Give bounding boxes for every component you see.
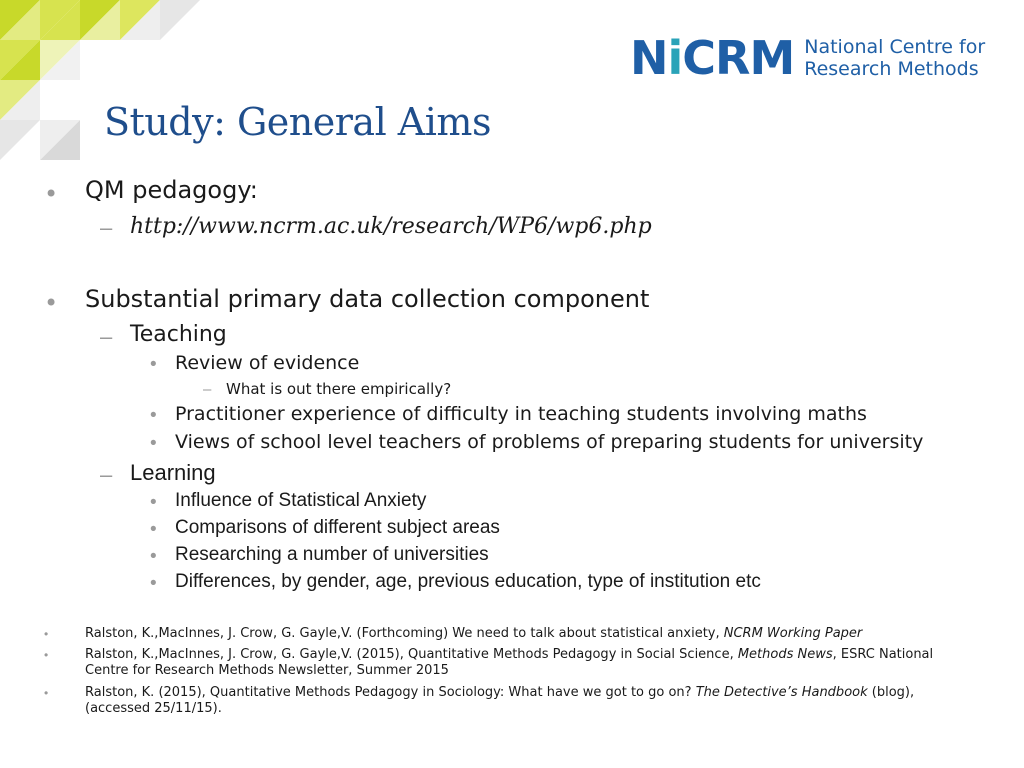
- ncrm-logo-mark: [630, 31, 795, 85]
- reference-source: The Detective’s Handbook: [695, 685, 868, 700]
- logo-line-2: Research Methods: [804, 58, 979, 80]
- logo-mark-n: N: [630, 31, 668, 85]
- learning-item: Researching a number of universities: [175, 544, 489, 565]
- bullet-dot: •: [150, 546, 157, 567]
- bullet-qm-pedagogy: QM pedagogy:: [85, 176, 258, 204]
- learning-item: Differences, by gender, age, previous education, type of institution etc: [175, 571, 761, 592]
- reference-text: Ralston, K.,MacInnes, J. Crow, G. Gayle,V. (Forthcoming) We need to talk about statistical anxiety,: [85, 626, 724, 641]
- learning-item: Influence of Statistical Anxiety: [175, 490, 427, 511]
- corner-decoration: [0, 0, 200, 170]
- reference-text: , ESRC National Centre for Research Methods Newsletter, Summer 2015: [85, 647, 934, 678]
- bullet-dot: •: [150, 433, 157, 454]
- logo-mark-i: i: [667, 31, 683, 85]
- bullet-dash: –: [100, 324, 113, 349]
- reference-item: [85, 647, 965, 679]
- reference-text: (blog), (accessed 25/11/15).: [85, 685, 915, 716]
- bullet-dash: –: [100, 462, 113, 487]
- reference-source: Methods News: [737, 647, 833, 662]
- reference-source: NCRM Working Paper: [723, 626, 863, 641]
- reference-text: Ralston, K. (2015), Quantitative Methods Pedagogy in Sociology: What have we got to go on?: [85, 685, 696, 700]
- teaching-item: Practitioner experience of difficulty in teaching students involving maths: [175, 403, 867, 425]
- bullet-dot: •: [44, 180, 59, 208]
- slide-title: Study: General Aims: [104, 100, 491, 144]
- bullet-dot: •: [44, 686, 49, 700]
- bullet-dash: –: [203, 381, 212, 398]
- bullet-dot: •: [150, 519, 157, 540]
- learning-heading: Learning: [130, 460, 216, 485]
- ncrm-logo: [630, 31, 986, 85]
- logo-mark-crm: CRM: [682, 31, 795, 85]
- logo-line-1: National Centre for: [804, 36, 986, 58]
- bullet-dot: •: [150, 354, 157, 375]
- bullet-data-collection: Substantial primary data collection component: [85, 285, 650, 313]
- reference-text: Ralston, K.,MacInnes, J. Crow, G. Gayle,V. (2015), Quantitative Methods Pedagogy in Social Science,: [85, 647, 738, 662]
- teaching-heading: Teaching: [130, 322, 227, 347]
- reference-item: [85, 626, 965, 642]
- teaching-subitem: What is out there empirically?: [226, 380, 452, 398]
- bullet-dot: •: [150, 492, 157, 513]
- ncrm-logo-text: [804, 36, 985, 80]
- wp6-link[interactable]: http://www.ncrm.ac.uk/research/WP6/wp6.php: [130, 214, 652, 239]
- bullet-dot: •: [44, 289, 59, 317]
- teaching-item: Review of evidence: [175, 352, 360, 374]
- bullet-dot: •: [44, 648, 49, 662]
- bullet-dot: •: [150, 573, 157, 594]
- bullet-dash: –: [100, 215, 113, 240]
- bullet-dot: •: [150, 405, 157, 426]
- teaching-item: Views of school level teachers of problems of preparing students for university: [175, 431, 924, 453]
- bullet-dot: •: [44, 627, 49, 641]
- reference-item: [85, 685, 965, 717]
- learning-item: Comparisons of different subject areas: [175, 517, 500, 538]
